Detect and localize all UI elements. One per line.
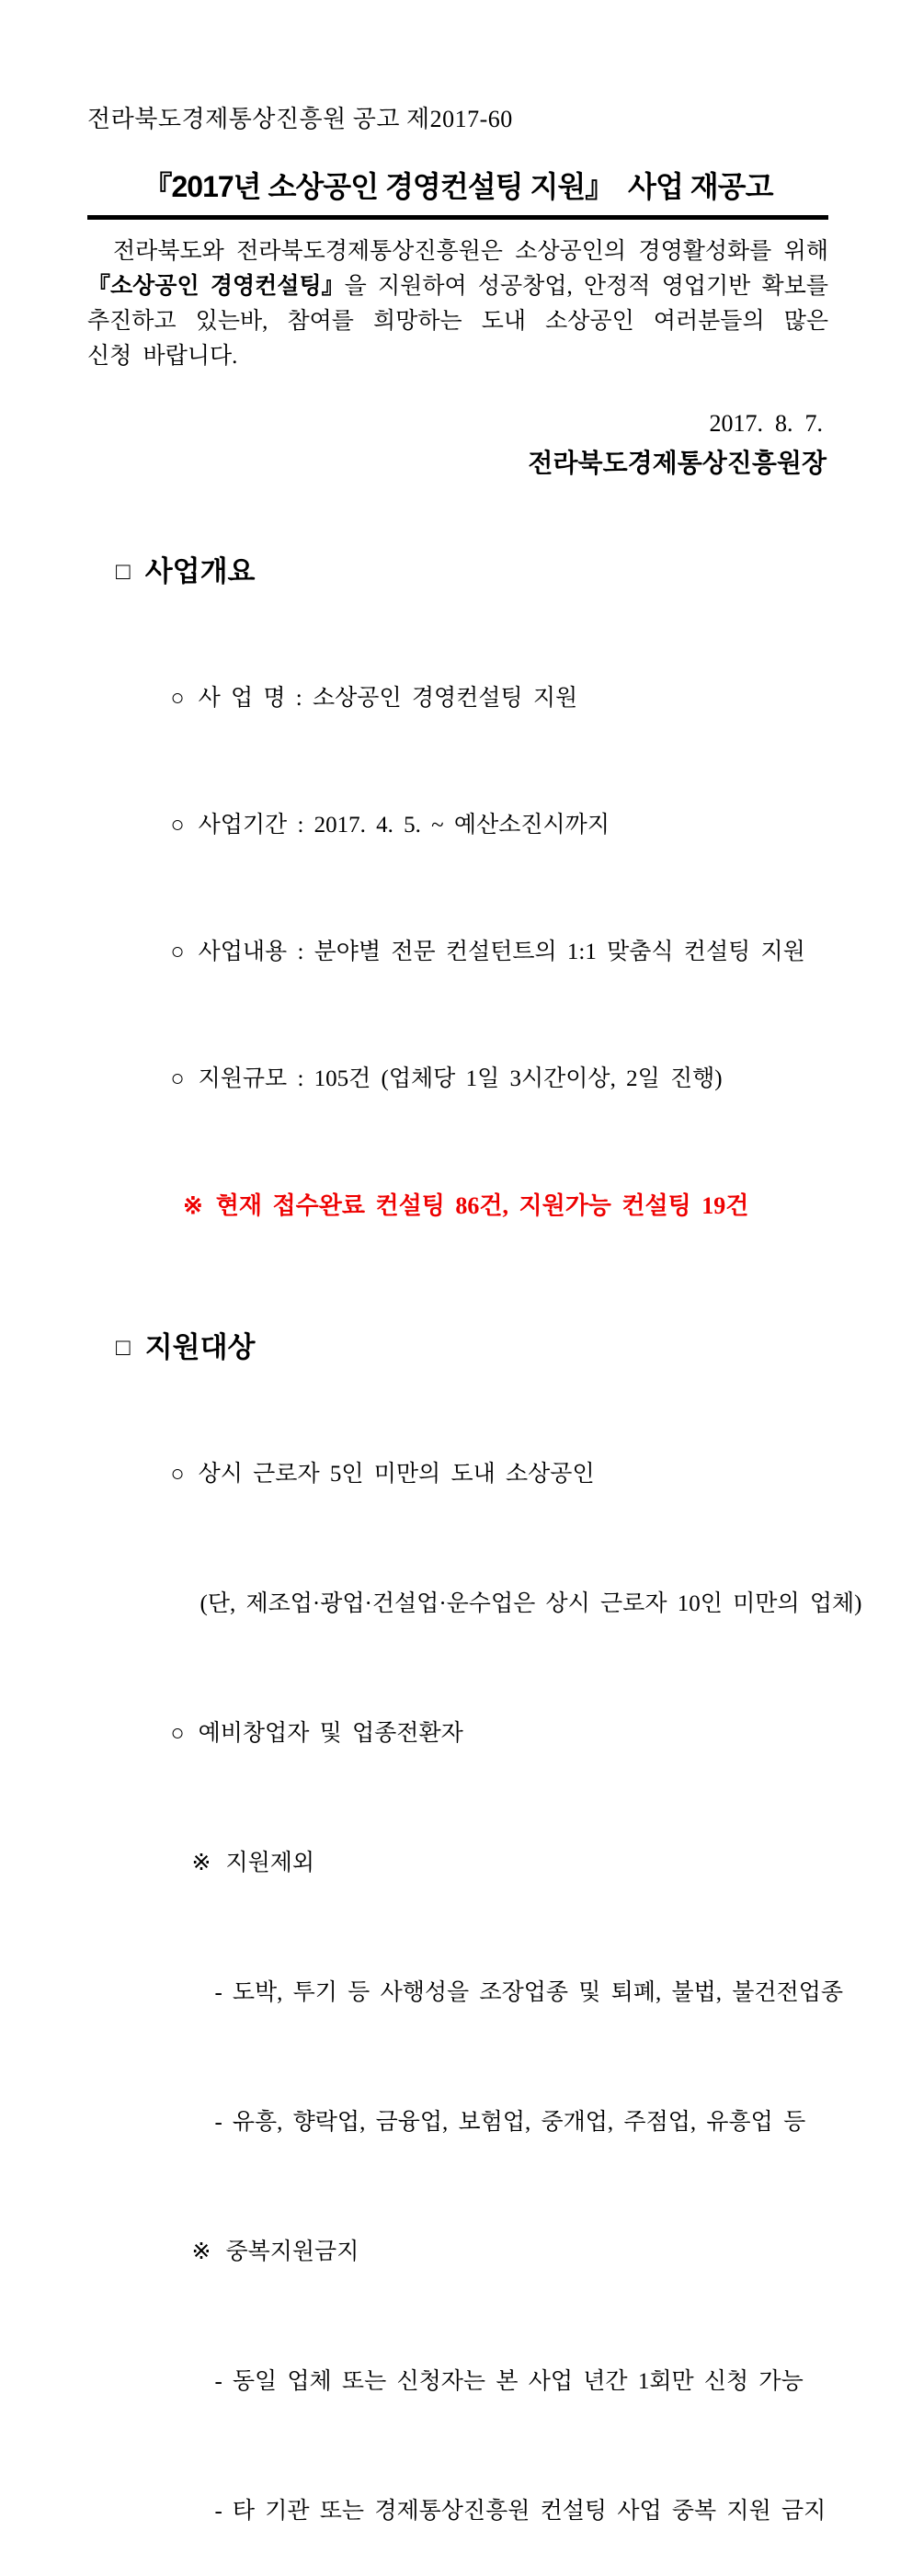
section-heading-target-label: 지원대상 <box>144 1331 256 1363</box>
section-heading-target <box>87 1290 912 1408</box>
list-item-text: 동일 업체 또는 신청자는 본 사업 년간 1회만 신청 가능 <box>232 2369 804 2394</box>
intro-line-2-rest: 을 지원하여 성공창업, 안정적 영업기반 확보를 <box>344 274 828 299</box>
list-item-text: 도박, 투기 등 사행성을 조장업종 및 퇴폐, 불법, 불건전업종 <box>232 1980 844 2005</box>
square-bullet-icon: □ <box>116 558 131 585</box>
list-item-text: 사업내용 : 분야별 전문 컨설턴트의 1:1 맞춤식 컨설팅 지원 <box>198 940 805 964</box>
list-item-text: 지원제외 <box>225 1851 315 1875</box>
list-item <box>0 1669 912 1798</box>
list-item <box>0 635 912 762</box>
dash-bullet-icon: - <box>214 2499 222 2524</box>
list-item-duplicate-heading <box>0 2187 912 2317</box>
dash-bullet-icon: - <box>214 1980 222 2005</box>
section-heading-overview-label: 사업개요 <box>144 555 256 587</box>
page-title: 『2017년 소상공인 경영컨설팅 지원』 사업 재공고 <box>142 170 773 203</box>
intro-line-3: 추진하고 있는바, 참여를 희망하는 도내 소상공인 여러분들의 많은 <box>87 309 828 334</box>
circle-bullet-icon: ○ <box>170 686 185 711</box>
list-item-text: 상시 근로자 5인 미만의 도내 소상공인 <box>198 1462 595 1487</box>
list-item-exclusion-heading <box>0 1798 912 1928</box>
reference-mark-icon: ※ <box>191 1851 211 1875</box>
list-item <box>0 762 912 889</box>
circle-bullet-icon: ○ <box>170 813 185 838</box>
overview-list <box>0 635 912 1270</box>
list-item-text: 사업기간 : 2017. 4. 5. ~ 예산소진시까지 <box>198 813 610 838</box>
intro-line-1: 전라북도와 전라북도경제통상진흥원은 소상공인의 경영활성화를 위해 <box>113 239 828 264</box>
list-item <box>0 889 912 1016</box>
dash-bullet-icon: - <box>214 2110 222 2135</box>
dash-bullet-icon: - <box>214 2369 222 2394</box>
list-item-text: 사 업 명 : 소상공인 경영컨설팅 지원 <box>198 686 578 711</box>
intro-line-2 <box>87 269 828 304</box>
circle-bullet-icon: ○ <box>170 1721 185 1746</box>
circle-bullet-icon: ○ <box>170 1066 185 1091</box>
list-item-dash <box>0 1928 912 2057</box>
intro-line-2-bold: 『소상공인 경영컨설팅』 <box>87 274 345 299</box>
list-item-dash <box>0 2446 912 2576</box>
list-item-text: 타 기관 또는 경제통상진흥원 컨설팅 사업 중복 지원 금지 <box>232 2499 826 2524</box>
intro-line-4: 신청 바랍니다. <box>87 344 238 369</box>
reference-mark-icon: ※ <box>191 2240 211 2264</box>
list-item <box>0 1016 912 1143</box>
list-item-text: 중복지원금지 <box>225 2240 359 2264</box>
section-heading-overview <box>87 514 912 632</box>
intro-paragraph <box>87 234 828 374</box>
double-rule <box>87 215 828 220</box>
remaining-quota-text: 현재 접수완료 컨설팅 86건, 지원가능 컨설팅 19건 <box>215 1192 749 1219</box>
reference-mark-icon: ※ <box>183 1192 203 1219</box>
list-item-dash <box>0 2057 912 2187</box>
circle-bullet-icon: ○ <box>170 1462 185 1487</box>
remaining-quota-note <box>0 1143 912 1270</box>
list-item-text: 유흥, 향락업, 금융업, 보험업, 중개업, 주점업, 유흥업 등 <box>232 2110 806 2135</box>
list-item-text: (단, 제조업·광업·건설업·운수업은 상시 근로자 10인 미만의 업체) <box>200 1591 862 1616</box>
target-list <box>0 1409 912 2576</box>
notice-number: 전라북도경제통상진흥원 공고 제2017-60 <box>87 106 513 132</box>
document-page <box>0 103 912 2524</box>
list-item-text: 지원규모 : 105건 (업체당 1일 3시간이상, 2일 진행) <box>198 1066 723 1091</box>
list-item <box>0 1409 912 1539</box>
list-item-note <box>0 1539 912 1669</box>
signer-title: 전라북도경제통상진흥원장 <box>528 450 826 478</box>
announcement-date: 2017. 8. 7. <box>709 410 823 437</box>
list-item-dash <box>0 2317 912 2446</box>
list-item-text: 예비창업자 및 업종전환자 <box>198 1721 463 1746</box>
square-bullet-icon: □ <box>116 1334 131 1361</box>
circle-bullet-icon: ○ <box>170 940 185 964</box>
